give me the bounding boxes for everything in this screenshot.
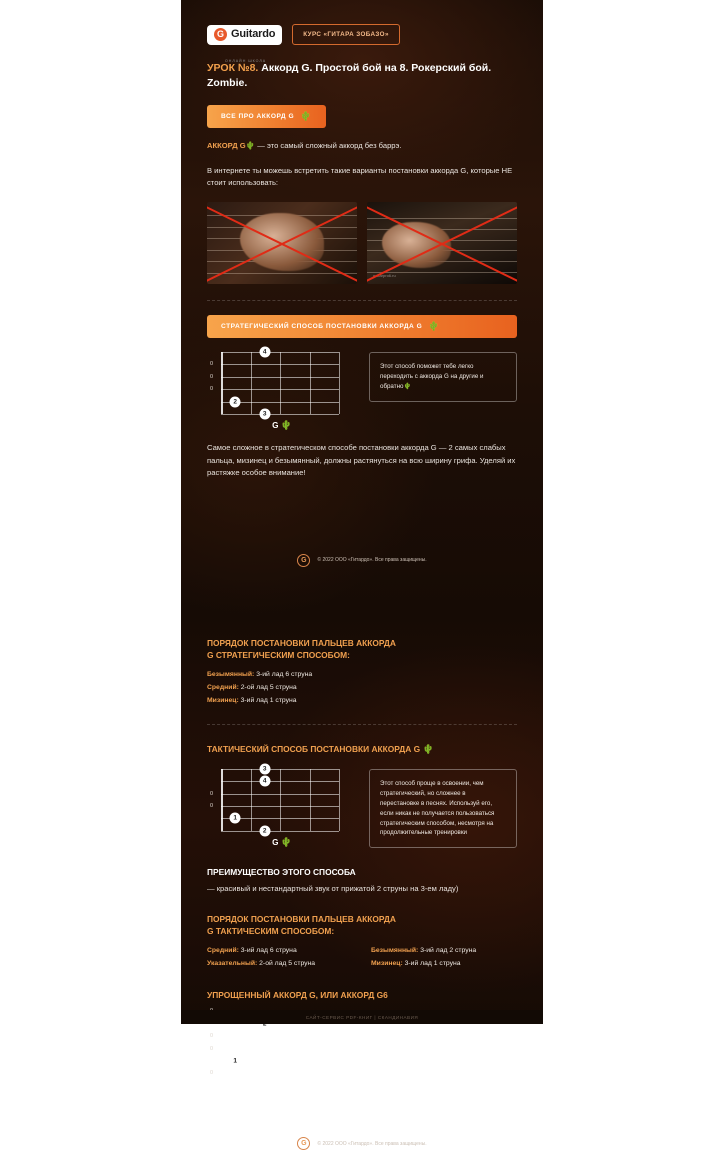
finger-dot: 3	[259, 408, 270, 419]
finger-name: Мизинец:	[207, 696, 239, 704]
header	[181, 0, 543, 63]
course-pill[interactable]: КУРС «ГИТАРА ЗОБАЗО»	[292, 24, 400, 45]
finger-value: 3-ий лад 1 струна	[238, 696, 297, 704]
section-strategic-label: СТРАТЕГИЧЕСКИЙ СПОСОБ ПОСТАНОВКИ АККОРДА G	[221, 322, 423, 330]
order-tactical-line2: G ТАКТИЧЕСКИМ СПОСОБОМ:	[207, 926, 335, 937]
section-header-strategic	[207, 315, 517, 338]
logo-badge-icon: G	[214, 28, 227, 41]
finger-name: Безымянный:	[207, 670, 255, 678]
finger-name: Средний:	[207, 947, 239, 955]
finger-name: Средний:	[207, 683, 239, 691]
section-tactical-label: ТАКТИЧЕСКИЙ СПОСОБ ПОСТАНОВКИ АККОРДА G	[207, 743, 421, 754]
finger-value: 2-ой лад 5 струна	[238, 683, 297, 691]
chord-name-text: G	[272, 420, 279, 430]
fretboard-graphic	[210, 348, 339, 418]
divider	[207, 724, 517, 725]
chord-diagram-tactical	[207, 765, 357, 847]
tactical-chord-row	[207, 765, 517, 849]
bottom-strip	[181, 1010, 543, 1024]
strategic-chord-row	[207, 348, 517, 430]
intro-lead	[207, 140, 517, 153]
order-strategic-heading	[207, 637, 517, 661]
finger-dot: 4	[259, 346, 270, 357]
photo-gallery	[207, 202, 517, 284]
footer-copyright: © 2022 ООО «Гитардо». Все права защищены.	[317, 557, 427, 564]
finger-value: 3-ий лад 6 струна	[238, 947, 297, 955]
strategic-body: Самое сложное в стратегическом способе постановки аккорда G — 2 самых слабых пальца, мизинец и безымянный, должны растянуться на всю ширину грифа. Уделяй их растяжке особое внимание!	[207, 442, 516, 478]
bottom-strip-text: САЙТ-СЕРВИС PDF-КНИГ | СКАНДИНАВИЯ	[305, 1014, 419, 1020]
photo-bad-grip-2	[367, 202, 517, 284]
divider	[207, 300, 517, 301]
tactical-note-box: Этот способ проще в освоении, чем стратегический, но сложнее в перестановке в песнях. Используй его, если никак не получается пользоваться стратегическим способом, несмотря на продолжительные тренировки	[369, 769, 517, 849]
footer-bottom	[207, 1137, 517, 1154]
finger-dot: 2	[259, 825, 270, 836]
strategic-finger-list	[207, 669, 517, 708]
open-mark: 0	[210, 386, 214, 393]
section-header-simplified: УПРОЩЕННЫЙ АККОРД G, ИЛИ АККОРД G6	[207, 990, 388, 1001]
photo-bad-grip-1	[207, 202, 357, 284]
list-item	[207, 669, 517, 682]
cactus-icon: 🌵	[422, 743, 434, 754]
advantage-text: — красивый и нестандартный звук от прижатой 2 струны на 3-ем ладу)	[207, 883, 459, 893]
tactical-finger-list	[207, 945, 517, 971]
finger-name: Мизинец:	[371, 960, 403, 968]
strategic-note-box	[369, 352, 517, 402]
section-header-all-about	[207, 105, 326, 128]
footer-logo-icon: G	[297, 554, 310, 567]
finger-dot: 1	[230, 813, 241, 824]
footer-top	[207, 554, 517, 571]
cactus-icon: 🌵	[280, 836, 292, 847]
open-mark: 0	[210, 361, 214, 368]
finger-value: 3-ий лад 1 струна	[402, 960, 461, 968]
chord-name-text: G	[272, 837, 279, 847]
logo-subtitle: ОНЛАЙН ШКОЛА	[225, 58, 267, 63]
page-canvas	[181, 0, 543, 1148]
list-item	[371, 945, 517, 958]
red-cross-icon	[367, 202, 517, 284]
logo-text: Guitardo	[231, 28, 276, 40]
open-mark: 0	[210, 803, 214, 809]
advantage-heading: ПРЕИМУЩЕСТВО ЭТОГО СПОСОБА	[207, 867, 356, 878]
lesson-title-text: Аккорд G. Простой бой на 8. Рокерский бой. Zombie.	[207, 62, 492, 90]
footer-logo-icon: G	[297, 1137, 310, 1150]
finger-dot: 2	[230, 396, 241, 407]
footer-copyright: © 2022 ООО «Гитардо». Все права защищены.	[317, 1140, 427, 1147]
open-mark: 0	[210, 1045, 214, 1052]
chord-name-strategic	[207, 421, 357, 430]
finger-value: 2-ой лад 5 струна	[257, 960, 316, 968]
order-strategic-line1: ПОРЯДОК ПОСТАНОВКИ ПАЛЬЦЕВ АККОРДА	[207, 637, 396, 648]
finger-dot: 4	[259, 776, 270, 787]
order-strategic-line2: G СТРАТЕГИЧЕСКИМ СПОСОБОМ:	[207, 649, 350, 660]
list-item	[207, 945, 353, 958]
open-mark: 0	[210, 1033, 214, 1040]
red-cross-icon	[207, 202, 357, 284]
list-item	[207, 695, 517, 708]
finger-value: 3-ий лад 6 струна	[254, 670, 313, 678]
finger-dot: 3	[259, 763, 270, 774]
cactus-icon: 🌵	[280, 419, 292, 430]
section-all-about-label: ВСЕ ПРО АККОРД G	[221, 113, 295, 121]
finger-dot: 1	[230, 1056, 241, 1067]
strategic-note-text: Этот способ поможет тебе легко переходить с аккорда G на другие и обратно	[380, 362, 484, 390]
photo-watermark: guitarpro6.ru	[373, 272, 396, 278]
cactus-icon-inline: 🌵	[245, 141, 256, 151]
chord-name-tactical	[207, 838, 357, 847]
fretboard-graphic	[210, 765, 339, 835]
cactus-icon: 🌵	[428, 320, 440, 331]
order-tactical-heading	[207, 913, 517, 937]
list-item	[207, 958, 353, 971]
finger-name: Безымянный:	[371, 947, 419, 955]
cactus-icon: 🌵	[403, 382, 412, 390]
list-item	[371, 958, 517, 971]
section-header-tactical	[207, 743, 517, 755]
intro-lead-rest: — это самый сложный аккорд без баррэ.	[255, 141, 402, 151]
list-item	[207, 682, 517, 695]
logo[interactable]	[207, 25, 282, 63]
chord-name-simplified: G6	[276, 1080, 288, 1090]
finger-name: Указательный:	[207, 960, 258, 968]
chord-diagram-strategic	[207, 348, 357, 430]
intro-lead-accent: АККОРД G	[207, 141, 246, 151]
open-mark: 0	[210, 1070, 214, 1077]
finger-value: 3-ий лад 2 струна	[418, 947, 477, 955]
open-mark: 0	[210, 790, 214, 797]
intro-paragraph: В интернете ты можешь встретить такие варианты постановки аккорда G, которые НЕ стоит использовать:	[207, 165, 513, 188]
order-tactical-line1: ПОРЯДОК ПОСТАНОВКИ ПАЛЬЦЕВ АККОРДА	[207, 914, 396, 925]
cactus-icon: 🌵	[300, 111, 312, 122]
open-mark: 0	[210, 373, 214, 380]
lesson-number: УРОК №8.	[207, 62, 259, 74]
